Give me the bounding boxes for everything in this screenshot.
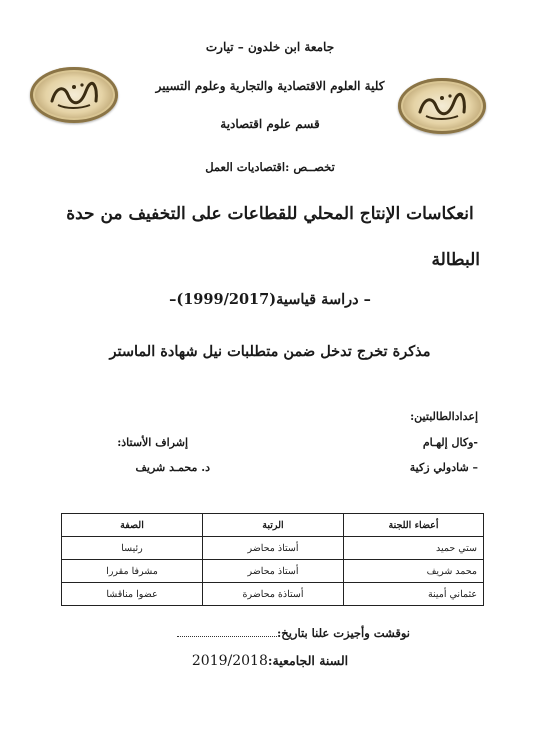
specialty-line: [0, 160, 540, 174]
students-label: إعدادالطالبتين:: [410, 410, 478, 423]
academic-year-label: السنة الجامعية:: [267, 653, 349, 668]
faculty-name: كلية العلوم الاقتصادية والتجارية وعلوم التسيير: [155, 79, 385, 93]
university-logo-left: [30, 67, 118, 123]
specialty-value: اقتصاديات العمل: [205, 160, 286, 174]
university-name: جامعة ابن خلدون – تيارت: [205, 40, 335, 54]
thesis-title-line2: البطالة: [431, 250, 480, 270]
academic-year-line: [0, 653, 540, 669]
defense-line: [177, 626, 410, 640]
committee-header-members: أعضاء اللجنة: [344, 514, 484, 537]
committee-member-rank: أستاذة محاضرة: [203, 583, 344, 606]
committee-member-role: مشرفا مقررا: [62, 560, 203, 583]
committee-member-name: عثماني أمينة: [344, 583, 484, 606]
committee-header-rank: الرتبة: [203, 514, 344, 537]
table-row: [62, 537, 484, 560]
defense-date-blank: [177, 626, 277, 637]
memo-statement: مذكرة تخرج تدخل ضمن متطلبات نيل شهادة الماستر: [109, 343, 431, 360]
committee-member-rank: أستاذ محاضر: [203, 537, 344, 560]
committee-member-role: عضوا مناقشا: [62, 583, 203, 606]
supervisor-name: د. محمـد شريف: [135, 461, 210, 474]
committee-table: [61, 513, 484, 606]
committee-member-name: محمد شريف: [344, 560, 484, 583]
committee-member-rank: أستاذ محاضر: [203, 560, 344, 583]
student-name-1: -وكال إلهـام: [422, 436, 478, 449]
committee-header-row: [62, 514, 484, 537]
department-name: قسم علوم اقتصادية: [220, 117, 320, 131]
table-row: [62, 583, 484, 606]
table-row: [62, 560, 484, 583]
defense-label: نوقشت وأجيزت علنا بتاريخ:: [277, 626, 410, 640]
academic-year-value: 2019/2018: [191, 653, 268, 669]
committee-header-role: الصفة: [62, 514, 203, 537]
committee-member-name: ستي حميد: [344, 537, 484, 560]
committee-member-role: رئيسا: [62, 537, 203, 560]
supervisor-label: إشراف الأستاذ:: [117, 436, 188, 449]
specialty-label: تخصــص :: [285, 160, 335, 174]
thesis-title-line1: انعكاسات الإنتاج المحلي للقطاعات على التخفيف من حدة: [66, 204, 474, 224]
thesis-subtitle: – دراسة قياسية(1999/2017)–: [169, 291, 371, 308]
student-name-2: – شادولي زكية: [409, 461, 478, 474]
